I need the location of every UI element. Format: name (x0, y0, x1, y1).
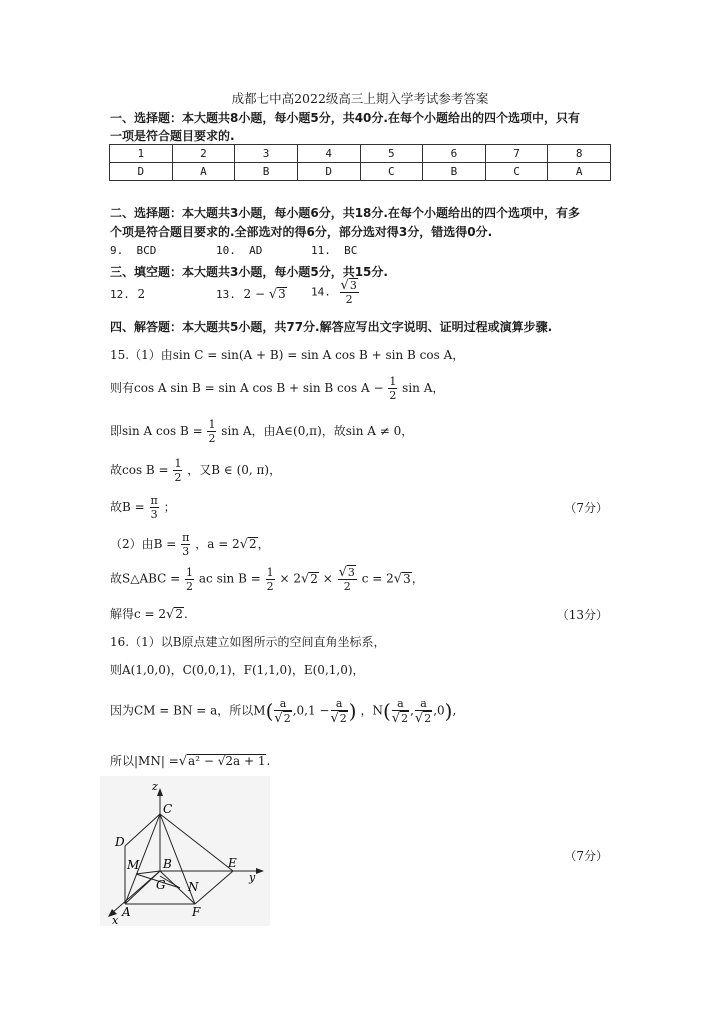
expr-text: 即sin A cos B = (110, 424, 203, 438)
q15-line1: 15.（1）由sin C = sin(A + B) = sin A cos B + sin B cos A， (110, 348, 465, 362)
expr-text: . (266, 754, 271, 768)
fraction (185, 566, 194, 593)
radicand: 3 (403, 571, 411, 586)
q9-value: BCD (136, 244, 157, 257)
radicand: 2 (424, 712, 432, 725)
fraction-denominator: 2 (345, 293, 353, 306)
answer-table (109, 144, 611, 181)
radical-sign: √ (300, 571, 310, 587)
radical-sign: √ (391, 711, 401, 726)
q11-answer (311, 244, 357, 257)
radicand: 3 (349, 279, 357, 292)
score-mark: （13分） (556, 608, 608, 622)
fraction (173, 457, 182, 484)
q12-answer (110, 287, 145, 301)
fraction (150, 494, 159, 521)
q14-answer (311, 278, 360, 306)
expr-text: . (183, 607, 188, 621)
radicand: 2 (249, 537, 257, 551)
q15-line3 (110, 418, 413, 445)
fraction-denominator (274, 711, 291, 725)
label-D: D (115, 835, 125, 849)
fraction-denominator: 3 (182, 545, 190, 558)
expr-text: sin A，由A∈(0,π)，故sin A ≠ 0， (221, 424, 414, 438)
fraction-denominator (415, 711, 432, 725)
radical-sign: √ (414, 711, 424, 726)
label-G: G (156, 878, 166, 892)
fraction-numerator (338, 565, 357, 580)
q13-answer (216, 287, 287, 302)
q16-line1: 16.（1）以B原点建立如图所示的空间直角坐标系， (110, 635, 386, 649)
radical-sign: √ (338, 565, 347, 580)
fraction-numerator: 1 (208, 418, 216, 431)
expr-text: 故S△ABC = (110, 571, 181, 586)
q16-line4 (110, 752, 270, 769)
section3-heading: 三、填空题：本大题共3小题，每小题5分，共15分. (110, 265, 388, 279)
table-cell: A (548, 163, 611, 181)
expr-text: sin A， (402, 381, 445, 395)
table-cell: 1 (110, 145, 173, 163)
fraction-denominator: 2 (389, 389, 397, 402)
fraction (338, 565, 357, 593)
radicand: 2 (339, 712, 347, 725)
expr-text: 故B = (110, 500, 145, 514)
expr-text: 因为CM = BN = a，所以M (110, 703, 266, 718)
q9-number: 9. (110, 244, 124, 257)
radicand: 2 (310, 571, 318, 586)
fraction-numerator: a (392, 697, 409, 711)
expr-text: c = 2 (361, 571, 394, 586)
table-cell: A (172, 163, 235, 181)
coordinate-figure (100, 776, 270, 926)
expr-text: ,0 (433, 703, 445, 718)
table-cell: 8 (548, 145, 611, 163)
q16-line3: 因为CM = BN = a，所以M( $\frac{a}{√2}$ ,0,1 − $\frac{a}{√2}$ ) ，N( $\frac{a}{√2}$ , $\frac{a}{√2}$ ,0), (110, 697, 457, 726)
fraction (388, 375, 397, 402)
q14-fraction (340, 278, 359, 306)
q13-number: 13. (216, 288, 236, 301)
fraction-denominator (331, 711, 348, 725)
fraction-numerator: 1 (266, 565, 274, 579)
radicand: 2 (175, 607, 183, 621)
table-cell: D (297, 163, 360, 181)
table-cell: 3 (235, 145, 298, 163)
fraction (331, 697, 348, 725)
q9-answer (110, 244, 156, 257)
expr-text: ，a = 2 (195, 537, 240, 551)
radical-sign: √ (330, 711, 339, 726)
right-paren: ) (348, 699, 357, 723)
fraction-numerator: a (331, 697, 348, 711)
fraction (207, 418, 216, 445)
q10-answer (216, 244, 262, 257)
table-cell: C (360, 163, 423, 181)
label-M: M (127, 858, 140, 872)
expr-text: ac sin B = (198, 571, 261, 586)
q13-value-prefix: 2 − (243, 287, 266, 301)
fraction-denominator: 2 (186, 579, 194, 593)
radicand: a² − √2a + 1 (188, 754, 266, 768)
label-N: N (188, 880, 199, 894)
fraction-numerator: 1 (174, 457, 182, 470)
q11-value: BC (344, 244, 358, 257)
table-cell: 2 (172, 145, 235, 163)
q10-number: 10. (216, 244, 236, 257)
q15-line8 (110, 605, 188, 622)
section2-heading: 二、选择题：本大题共3小题，每小题6分，共18分.在每个小题给出的四个选项中，有多 (110, 206, 580, 220)
fraction-denominator: 3 (150, 508, 158, 521)
expr-text: 解得c = 2 (110, 607, 167, 621)
fraction (266, 566, 275, 593)
expr-text: ， (257, 537, 270, 551)
expr-text: ， (411, 571, 424, 586)
label-y: y (249, 871, 256, 884)
fraction-numerator: a (415, 697, 432, 711)
answer-table-answer-row (110, 163, 611, 181)
q14-number: 14. (311, 285, 331, 299)
radical-sign: √ (239, 537, 248, 552)
q15-line5 (110, 494, 176, 521)
score-mark: （7分） (564, 501, 608, 515)
expr-text: 所以|MN| = (110, 754, 179, 768)
expr-text: ，N (360, 703, 383, 718)
left-paren: ( (382, 699, 391, 723)
fraction (181, 531, 190, 558)
expr-text: ,0,1 − (292, 703, 330, 718)
q10-value: AD (249, 244, 263, 257)
radicand: 3 (278, 287, 286, 301)
page-title: 成都七中高2022级高三上期入学考试参考答案 (231, 91, 489, 106)
q16-line2: 则A(1,0,0)，C(0,0,1)，F(1,1,0)，E(0,1,0)， (110, 663, 365, 677)
radical-sign: √ (268, 287, 278, 302)
label-A: A (122, 905, 131, 919)
q15-line7 (110, 565, 424, 593)
expr-text: ，又B ∈ (0, π)， (187, 463, 282, 477)
fraction-denominator: 2 (174, 471, 182, 484)
radicand: 3 (347, 566, 355, 579)
q12-number: 12. (110, 288, 130, 301)
table-cell: B (235, 163, 298, 181)
fraction-numerator: 1 (186, 565, 194, 579)
expr-text: ； (163, 500, 176, 514)
radical-sign: √ (393, 571, 403, 587)
fraction-numerator: π (150, 494, 158, 507)
label-F: F (192, 905, 201, 919)
table-cell: 7 (485, 145, 548, 163)
expr-text: × 2 (279, 571, 301, 586)
left-paren: ( (265, 699, 274, 723)
radical-sign: √ (166, 607, 175, 622)
section1-heading-cont: 一项是符合题目要求的. (110, 129, 235, 143)
table-cell: 5 (360, 145, 423, 163)
label-C: C (163, 802, 173, 816)
expr-text: × (322, 571, 333, 586)
label-E: E (228, 856, 237, 870)
q15-line2 (110, 375, 444, 402)
score-mark: （7分） (564, 849, 608, 863)
right-paren: ) (444, 699, 453, 723)
radicand: 2 (401, 712, 409, 725)
table-cell: 6 (423, 145, 486, 163)
fraction-denominator: 2 (343, 580, 351, 593)
table-cell: D (110, 163, 173, 181)
radical-sign: √ (178, 754, 188, 769)
section2-heading-cont: 个项是符合题目要求的.全部选对的得6分，部分选对得3分，错选得0分. (110, 225, 493, 239)
expr-text: 故cos B = (110, 463, 169, 477)
fraction (392, 697, 409, 725)
radical-sign: √ (274, 711, 283, 726)
fraction-numerator: a (274, 697, 291, 711)
label-B: B (163, 857, 172, 871)
q12-value: 2 (137, 287, 146, 301)
fraction-numerator: π (182, 531, 190, 544)
q11-number: 11. (311, 244, 331, 257)
expr-text: 则有cos A sin B = sin A cos B + sin B cos A − (110, 381, 384, 395)
fraction-denominator: 2 (266, 579, 274, 593)
section1-heading: 一、选择题：本大题共8小题，每小题5分，共40分.在每个小题给出的四个选项中，只有 (110, 111, 580, 125)
expr-text: （2）由B = (110, 537, 177, 551)
table-cell: C (485, 163, 548, 181)
label-z: z (152, 780, 158, 793)
table-cell: B (423, 163, 486, 181)
answer-table-number-row (110, 145, 611, 163)
q15-line4 (110, 457, 281, 484)
fraction-denominator (392, 711, 409, 725)
label-x: x (112, 914, 119, 926)
section4-heading: 四、解答题：本大题共5小题，共77分.解答应写出文字说明、证明过程或演算步骤. (110, 320, 553, 334)
radicand: 2 (283, 712, 291, 725)
table-cell: 4 (297, 145, 360, 163)
fraction (274, 697, 291, 725)
fraction-numerator: 1 (389, 375, 397, 388)
fraction (415, 697, 432, 725)
fraction-denominator: 2 (208, 432, 216, 445)
radical-sign: √ (340, 278, 349, 293)
q15-line6 (110, 531, 270, 558)
